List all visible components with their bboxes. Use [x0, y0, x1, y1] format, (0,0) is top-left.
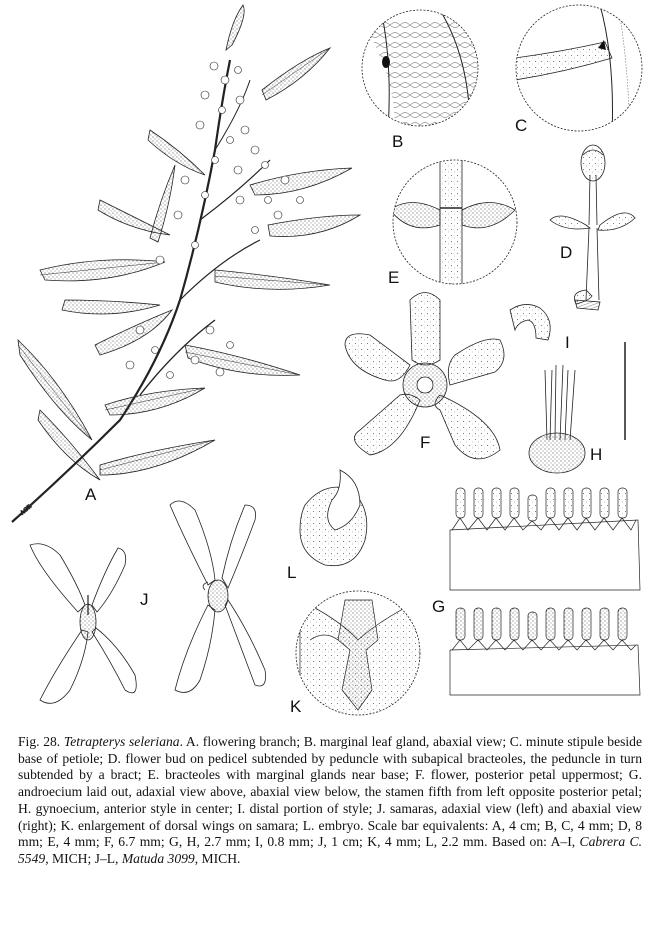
caption-body-1: . A. flowering branch; B. marginal leaf gland, abaxial view; C. minute stipule beside base of petiole; D. flower bud on pedicel subtended by peduncle with subapical bracteoles, the peduncle in turn subtended by a bract; E. bracteoles with marginal glands near base; F. flower, posterior petal uppermost; G. androecium laid out, adaxial view above, abaxial view below, the stamen fifth from left opposite posterior petal; H. gynoecium, anterior style in center; I. distal portion of style; J. samaras, adaxial view (left) and abaxial view (right); K. enlargement of dorsal wings on samara; L. embryo. Scale bar equivalents: A, 4 cm; B, C, 4 mm; D, 8 mm; E, 4 mm; F, 6.7 mm; G, H, 2.7 mm; I, 0.8 mm; J, 1 cm; K, 4 mm; L, 2.2 mm. Based on: A–I, [18, 734, 643, 850]
figure-j-samara-abaxial [170, 501, 266, 692]
label-c: C [515, 116, 528, 135]
label-k: K [290, 697, 302, 716]
label-l: L [287, 563, 297, 582]
figure-l-embryo [300, 470, 367, 566]
label-d: D [560, 243, 573, 262]
figure-g-androecium-abaxial [450, 608, 640, 695]
figure-k-dorsal-wings [296, 591, 420, 720]
figure-b-leaf-gland [360, 10, 480, 130]
label-a: A [85, 485, 97, 504]
svg-text:AOR: AOR [19, 503, 33, 517]
label-i: I [565, 333, 570, 352]
figure-a-flowering-branch [12, 5, 360, 522]
caption-fig-number: Fig. 28. [18, 734, 64, 749]
caption-body-2: , MICH; J–L, [45, 850, 122, 866]
label-b: B [392, 132, 404, 151]
caption-collector-1: Cabrera C. 5549 [18, 834, 642, 866]
caption-body-3: , MICH. [194, 850, 241, 866]
caption-species: Tetrapterys seleriana [63, 734, 180, 749]
figure-c-stipule [515, 5, 642, 135]
figure-j-samara-adaxial [30, 544, 136, 704]
label-h: H [590, 445, 603, 464]
figure-caption [18, 734, 642, 868]
figure-e-bracteoles [390, 150, 517, 300]
label-g: G [432, 597, 446, 616]
figure-i-style-tip [510, 304, 550, 340]
label-j: J [140, 590, 149, 609]
figure-d-flower-bud [550, 145, 635, 310]
label-f: F [420, 433, 431, 452]
figure-h-gynoecium [529, 365, 585, 473]
caption-collector-2: Matuda 3099 [121, 850, 195, 866]
figure-g-androecium-adaxial [450, 488, 640, 590]
label-e: E [388, 268, 400, 287]
